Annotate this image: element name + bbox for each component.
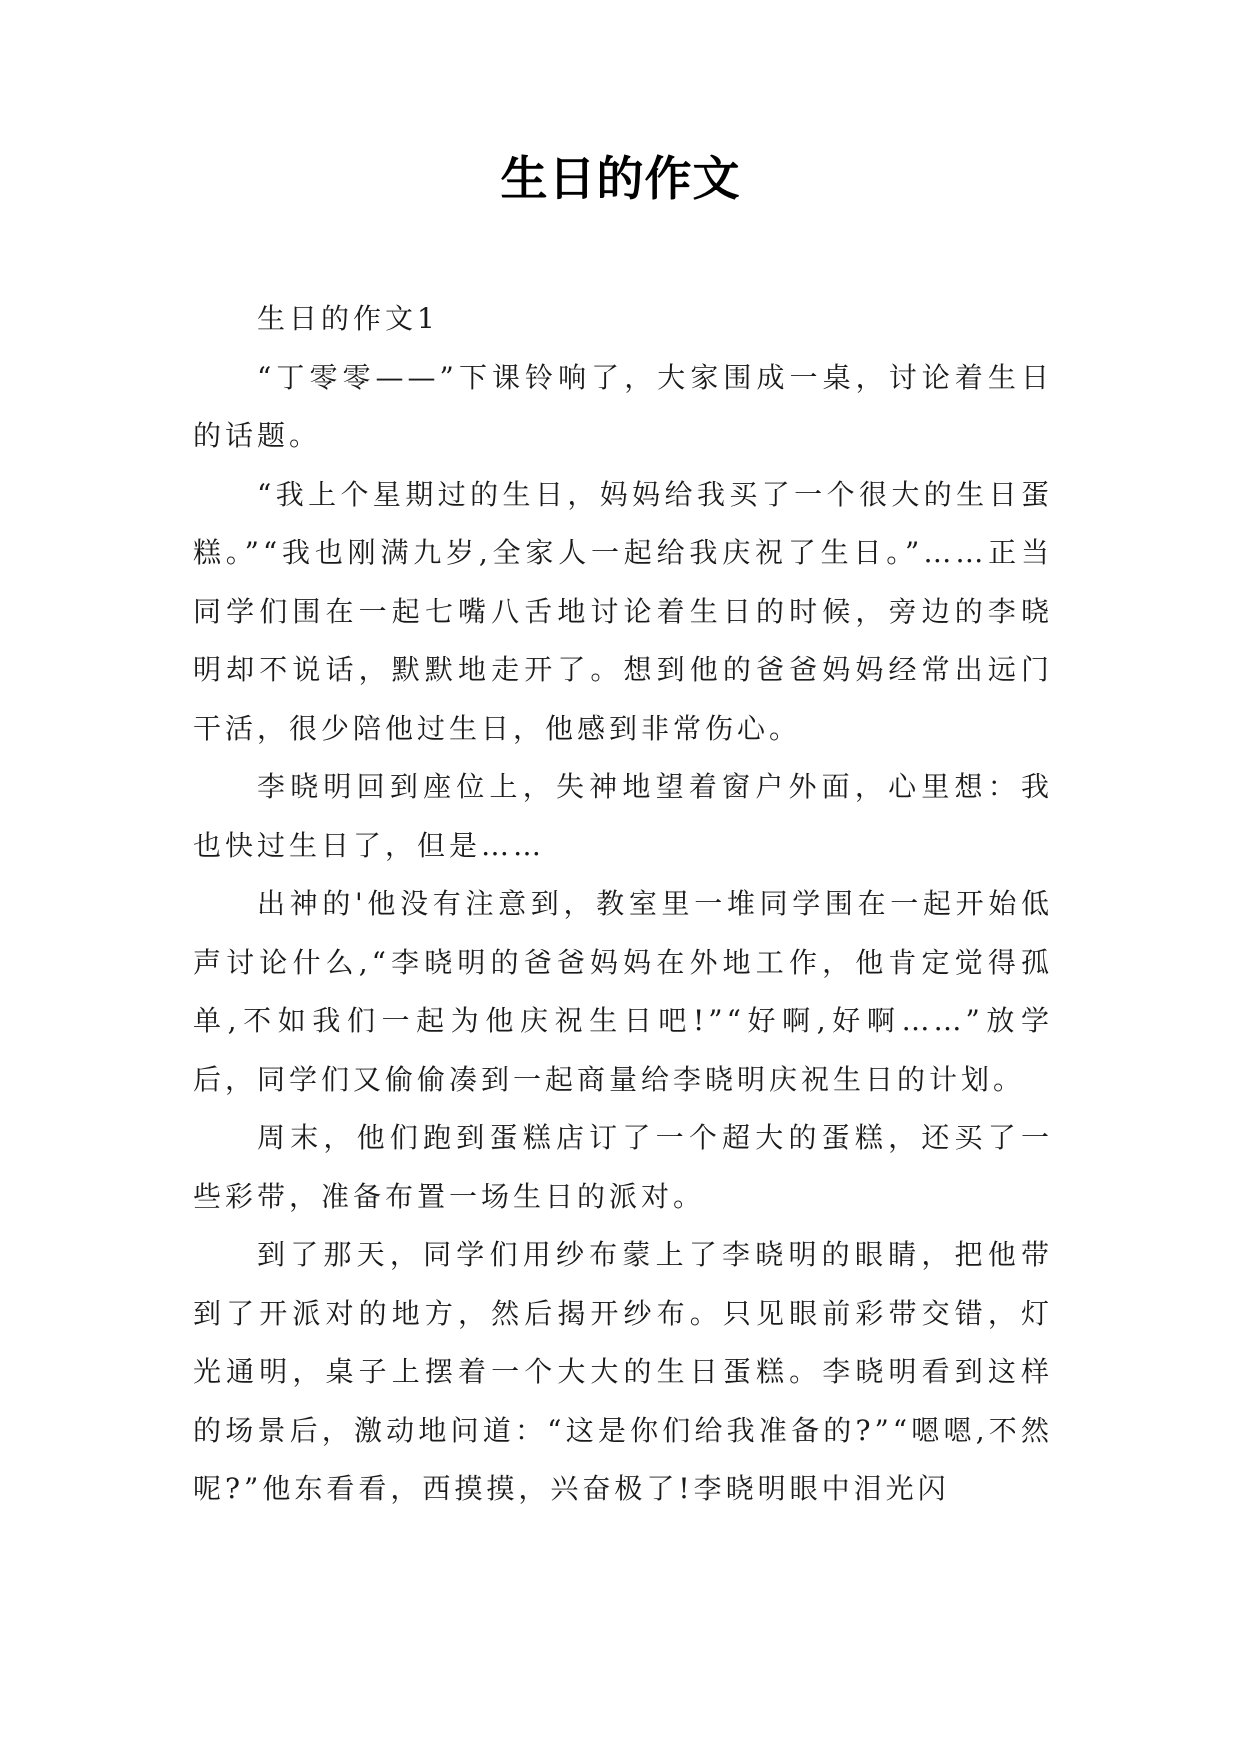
paragraph: “我上个星期过的生日，妈妈给我买了一个很大的生日蛋糕。”“我也刚满九岁,全家人一起给我庆祝了生日。”……正当同学们围在一起七嘴八舌地讨论着生日的时候，旁边的李晓明却不说话，默默地走开了。想到他的爸爸妈妈经常出远门干活，很少陪他过生日，他感到非常伤心。 [193,477,1053,745]
paragraph: 周末，他们跑到蛋糕店订了一个超大的蛋糕，还买了一些彩带，准备布置一场生日的派对。 [193,1121,1053,1213]
document-body [193,290,1053,1519]
paragraph-heading: 生日的作文1 [257,302,439,335]
paragraph: 出神的'他没有注意到，教室里一堆同学围在一起开始低声讨论什么,“李晓明的爸爸妈妈在外地工作，他肯定觉得孤单,不如我们一起为他庆祝生日吧!”“好啊,好啊……”放学后，同学们又偷偷凑到一起商量给李晓明庆祝生日的计划。 [193,887,1053,1096]
document-title: 生日的作文 [500,152,741,207]
paragraph: 李晓明回到座位上，失神地望着窗户外面，心里想：我也快过生日了，但是…… [193,770,1053,862]
paragraph: 到了那天，同学们用纱布蒙上了李晓明的眼睛，把他带到了开派对的地方，然后揭开纱布。只见眼前彩带交错，灯光通明，桌子上摆着一个大大的生日蛋糕。李晓明看到这样的场景后，激动地问道：“这是你们给我准备的?”“嗯嗯,不然呢?”他东看看，西摸摸，兴奋极了!李晓明眼中泪光闪 [193,1238,1053,1505]
paragraph: “丁零零——”下课铃响了，大家围成一桌，讨论着生日的话题。 [193,360,1053,452]
